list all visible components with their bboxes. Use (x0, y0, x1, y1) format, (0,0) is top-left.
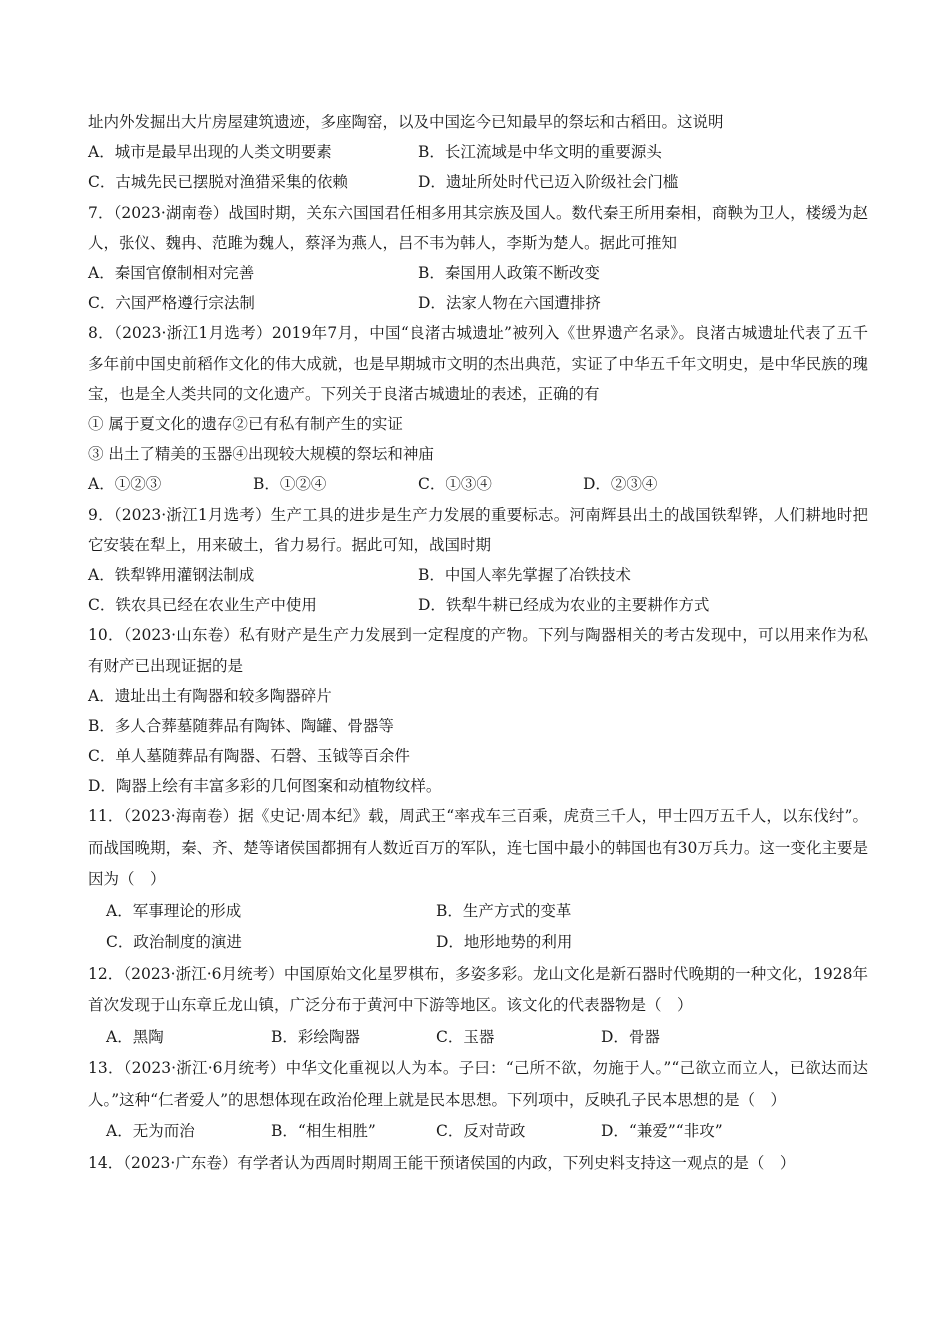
question-8-item-2: ③ 出土了精美的玉器④出现较大规模的祭坛和神庙 (88, 445, 434, 464)
question-9-option-d[interactable]: D．铁犁牛耕已经成为农业的主要耕作方式 (418, 596, 710, 615)
question-6-options-row-2 (88, 167, 868, 197)
question-14-stem: 14．（2023·广东卷）有学者认为西周时期周王能干预诸侯国的内政，下列史料支持这一观点的是（ ） (88, 1153, 796, 1172)
question-8-option-b[interactable]: B．①②④ (253, 475, 327, 494)
question-11-option-a[interactable]: A．军事理论的形成 (106, 901, 242, 920)
question-10-option-d[interactable]: D．陶器上绘有丰富多彩的几何图案和动植物纹样。 (88, 777, 442, 796)
question-7-option-a[interactable]: A．秦国官僚制相对完善 (88, 263, 255, 282)
question-7-option-d[interactable]: D．法家人物在六国遭排挤 (418, 294, 601, 313)
question-13-options (88, 1116, 868, 1148)
question-8-option-a[interactable]: A．①②③ (88, 475, 162, 494)
question-9-option-b[interactable]: B．中国人率先掌握了冶铁技术 (418, 565, 631, 584)
question-11-option-d[interactable]: D．地形地势的利用 (436, 933, 573, 952)
question-10-option-a[interactable]: A．遗址出土有陶器和较多陶器碎片 (88, 686, 332, 705)
question-8-item-1: ① 属于夏文化的遗存②已有私有制产生的实证 (88, 414, 403, 433)
exam-page (88, 107, 868, 1179)
question-12-options (88, 1022, 868, 1054)
question-11-option-c[interactable]: C．政治制度的演进 (106, 933, 242, 952)
question-11-options-row-2 (88, 927, 868, 959)
question-7-option-b[interactable]: B．秦国用人政策不断改变 (418, 263, 600, 282)
question-8-stem: 8．（2023·浙江1月选考）2019年7月，中国“良渚古城遗址”被列入《世界遗产名录》。良渚古城遗址代表了五千多年前中国史前稻作文化的伟大成就，也是早期城市文明的杰出典范，实证了中华五千年文明史，是中华民族的瑰宝，也是全人类共同的文化遗产。下列关于良渚古城遗址的表述，正确的有 (88, 324, 868, 403)
question-9-options-row-1 (88, 560, 868, 590)
question-6-stem-tail: 址内外发掘出大片房屋建筑遗迹，多座陶窑，以及中国迄今已知最早的祭坛和古稻田。这说明 (88, 113, 724, 131)
question-6-option-b[interactable]: B．长江流域是中华文明的重要源头 (418, 143, 662, 162)
question-11-options-row-1 (88, 896, 868, 928)
question-12-option-b[interactable]: B．彩绘陶器 (271, 1027, 360, 1046)
question-6-option-d[interactable]: D．遗址所处时代已迈入阶级社会门槛 (418, 173, 679, 192)
question-6-option-c[interactable]: C．古城先民已摆脱对渔猎采集的依赖 (88, 173, 348, 192)
question-7-options-row-2 (88, 288, 868, 318)
question-13-option-d[interactable]: D．“兼爱”“非攻” (601, 1122, 723, 1141)
question-12-option-d[interactable]: D．骨器 (601, 1027, 660, 1046)
question-9-stem: 9．（2023·浙江1月选考）生产工具的进步是生产力发展的重要标志。河南辉县出土的战国铁犁铧，人们耕地时把它安装在犁上，用来破土，省力易行。据此可知，战国时期 (88, 505, 868, 554)
question-10-option-b[interactable]: B．多人合葬墓随葬品有陶钵、陶罐、骨器等 (88, 716, 394, 735)
question-12-stem: 12．（2023·浙江·6月统考）中国原始文化星罗棋布，多姿多彩。龙山文化是新石器时代晚期的一种文化，1928年首次发现于山东章丘龙山镇，广泛分布于黄河中下游等地区。该文化的代表器物是（ ） (88, 964, 868, 1015)
question-12-option-a[interactable]: A．黑陶 (106, 1027, 164, 1046)
question-13-stem: 13．（2023·浙江·6月统考）中华文化重视以人为本。子曰：“己所不欲，勿施于人。”“己欲立而立人，已欲达而达人。”这种“仁者爱人”的思想体现在政治伦理上就是民本思想。下列项中，反映孔子民本思想的是（ ） (88, 1059, 868, 1109)
question-6-options-row-1 (88, 137, 868, 167)
question-11-stem: 11．（2023·海南卷）据《史记·周本纪》载，周武王“率戎车三百乘，虎贲三千人，甲士四万五千人，以东伐纣”。而战国晚期，秦、齐、楚等诸侯国都拥有人数近百万的军队，连七国中最小的韩国也有30万兵力。这一变化主要是因为（ ） (88, 807, 868, 889)
question-13-option-a[interactable]: A．无为而治 (106, 1122, 195, 1141)
question-7-stem: 7．（2023·湖南卷）战国时期，关东六国国君任相多用其宗族及国人。数代秦王所用秦相，商鞅为卫人，楼缓为赵人，张仪、魏冉、范雎为魏人，蔡泽为燕人，吕不韦为韩人，李斯为楚人。据此可推知 (88, 203, 868, 252)
question-7-options-row-1 (88, 258, 868, 288)
question-9-option-c[interactable]: C．铁农具已经在农业生产中使用 (88, 596, 317, 615)
question-7-option-c[interactable]: C．六国严格遵行宗法制 (88, 294, 255, 313)
question-10-option-c[interactable]: C．单人墓随葬品有陶器、石磬、玉钺等百余件 (88, 747, 410, 766)
question-13-option-c[interactable]: C．反对苛政 (436, 1122, 526, 1141)
question-10-stem: 10．（2023·山东卷）私有财产是生产力发展到一定程度的产物。下列与陶器相关的考古发现中，可以用来作为私有财产已出现证据的是 (88, 626, 868, 675)
question-6-option-a[interactable]: A．城市是最早出现的人类文明要素 (88, 143, 332, 162)
question-11-option-b[interactable]: B．生产方式的变革 (436, 901, 572, 920)
question-9-options-row-2 (88, 590, 868, 620)
question-13-option-b[interactable]: B．“相生相胜” (271, 1122, 376, 1141)
question-9-option-a[interactable]: A．铁犁铧用灌钢法制成 (88, 565, 255, 584)
question-8-option-c[interactable]: C．①③④ (418, 475, 492, 494)
question-8-option-d[interactable]: D．②③④ (583, 475, 658, 494)
question-12-option-c[interactable]: C．玉器 (436, 1027, 495, 1046)
question-8-options (88, 469, 868, 499)
